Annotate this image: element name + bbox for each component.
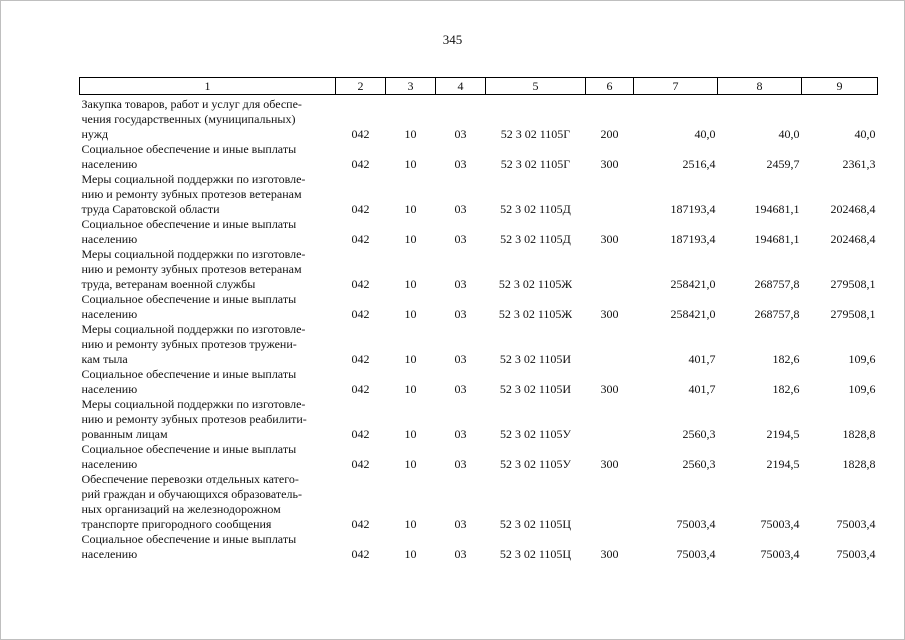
- row-description-line: транспорте пригородного сообщения: [81, 517, 272, 531]
- target-article-cell: 52 3 02 1105Г: [500, 127, 571, 141]
- row-description: [80, 532, 336, 562]
- amount-year-3-cell: 279508,1: [830, 277, 876, 291]
- row-description: [80, 247, 336, 292]
- subsection-code-cell: 03: [454, 157, 467, 171]
- table-row: [80, 172, 878, 217]
- amount-year-1-cell: 258421,0: [670, 277, 716, 291]
- subsection-code-cell: 03: [454, 277, 467, 291]
- subsection-code-cell: 03: [454, 457, 467, 471]
- row-description: [80, 292, 336, 322]
- page-number: 345: [442, 32, 463, 47]
- amount-year-1-cell: 258421,0: [670, 307, 716, 321]
- target-article-cell: 52 3 02 1105Д: [500, 232, 571, 246]
- amount-year-3-cell: 109,6: [848, 382, 876, 396]
- section-code-cell: 10: [404, 157, 417, 171]
- row-description-line: Социальное обеспечение и иные выплаты: [81, 217, 297, 231]
- row-description: [80, 397, 336, 442]
- row-description: [80, 322, 336, 367]
- expense-type-cell: 200: [600, 127, 619, 141]
- expense-type-cell: 300: [600, 157, 619, 171]
- section-code-cell: 10: [404, 277, 417, 291]
- column-header-4: 4: [436, 78, 486, 95]
- target-article-cell: 52 3 02 1105Ц: [499, 517, 572, 531]
- section-code-cell: 10: [404, 232, 417, 246]
- amount-year-3-cell: 202468,4: [830, 202, 876, 216]
- target-article-cell: 52 3 02 1105И: [499, 382, 572, 396]
- expense-type-cell: 300: [600, 457, 619, 471]
- expense-type-cell: [586, 322, 634, 367]
- expense-type-cell: [586, 397, 634, 442]
- row-description-line: Меры социальной поддержки по изготовле-: [81, 172, 306, 186]
- amount-year-3-cell: 1828,8: [842, 457, 876, 471]
- expense-type-cell: 300: [600, 547, 619, 561]
- ministry-code-cell: 042: [351, 202, 370, 216]
- row-description-line: чения государственных (муниципальных): [81, 112, 296, 126]
- amount-year-3-cell: 109,6: [848, 352, 876, 366]
- subsection-code-cell: 03: [454, 427, 467, 441]
- table-body: [80, 95, 878, 563]
- ministry-code-cell: 042: [351, 127, 370, 141]
- amount-year-2-cell: 2194,5: [766, 427, 800, 441]
- ministry-code-cell: 042: [351, 232, 370, 246]
- subsection-code-cell: 03: [454, 517, 467, 531]
- column-header-1: 1: [80, 78, 336, 95]
- expense-type-cell: [586, 172, 634, 217]
- row-description-line: Меры социальной поддержки по изготовле-: [81, 247, 306, 261]
- target-article-cell: 52 3 02 1105И: [499, 352, 572, 366]
- amount-year-2-cell: 194681,1: [754, 202, 800, 216]
- amount-year-2-cell: 2459,7: [766, 157, 800, 171]
- row-description-line: Закупка товаров, работ и услуг для обеспе-: [81, 97, 302, 111]
- column-header-9: 9: [802, 78, 878, 95]
- target-article-cell: 52 3 02 1105Ж: [498, 277, 573, 291]
- row-description-line: населению: [81, 457, 138, 471]
- row-description: [80, 472, 336, 532]
- subsection-code-cell: 03: [454, 352, 467, 366]
- subsection-code-cell: 03: [454, 202, 467, 216]
- expense-type-cell: [586, 472, 634, 532]
- subsection-code-cell: 03: [454, 382, 467, 396]
- table-row: [80, 472, 878, 532]
- table-row: [80, 322, 878, 367]
- ministry-code-cell: 042: [351, 427, 370, 441]
- row-description-line: труда, ветеранам военной службы: [81, 277, 256, 291]
- section-code-cell: 10: [404, 547, 417, 561]
- amount-year-2-cell: 40,0: [778, 127, 800, 141]
- subsection-code-cell: 03: [454, 232, 467, 246]
- target-article-cell: 52 3 02 1105Д: [500, 202, 571, 216]
- column-header-5: 5: [486, 78, 586, 95]
- row-description-line: рий граждан и обучающихся образователь-: [81, 487, 302, 501]
- amount-year-3-cell: 75003,4: [836, 517, 876, 531]
- table-row: [80, 532, 878, 562]
- row-description-line: Меры социальной поддержки по изготовле-: [81, 397, 306, 411]
- column-header-6: 6: [586, 78, 634, 95]
- header-row: [80, 78, 878, 95]
- expense-type-cell: 300: [600, 307, 619, 321]
- amount-year-3-cell: 75003,4: [836, 547, 876, 561]
- amount-year-3-cell: 279508,1: [830, 307, 876, 321]
- amount-year-3-cell: 40,0: [854, 127, 876, 141]
- amount-year-2-cell: 268757,8: [754, 277, 800, 291]
- row-description-line: населению: [81, 232, 138, 246]
- expense-type-cell: 300: [600, 232, 619, 246]
- amount-year-2-cell: 194681,1: [754, 232, 800, 246]
- target-article-cell: 52 3 02 1105Г: [500, 157, 571, 171]
- row-description-line: нужд: [81, 127, 109, 141]
- section-code-cell: 10: [404, 352, 417, 366]
- row-description-line: нию и ремонту зубных протезов тружени-: [81, 337, 297, 351]
- ministry-code-cell: 042: [351, 277, 370, 291]
- row-description-line: ных организаций на железнодорожном: [81, 502, 281, 516]
- section-code-cell: 10: [404, 307, 417, 321]
- target-article-cell: 52 3 02 1105У: [499, 427, 572, 441]
- amount-year-1-cell: 401,7: [688, 352, 716, 366]
- row-description: [80, 367, 336, 397]
- row-description-line: Меры социальной поддержки по изготовле-: [81, 322, 306, 336]
- target-article-cell: 52 3 02 1105Ж: [498, 307, 573, 321]
- column-header-7: 7: [634, 78, 718, 95]
- section-code-cell: 10: [404, 427, 417, 441]
- row-description-line: Социальное обеспечение и иные выплаты: [81, 442, 297, 456]
- amount-year-2-cell: 268757,8: [754, 307, 800, 321]
- row-description-line: рованным лицам: [81, 427, 168, 441]
- budget-table: [79, 77, 878, 562]
- amount-year-1-cell: 2560,3: [682, 427, 716, 441]
- ministry-code-cell: 042: [351, 307, 370, 321]
- table-row: [80, 217, 878, 247]
- row-description-line: населению: [81, 547, 138, 561]
- row-description-line: нию и ремонту зубных протезов ветеранам: [81, 187, 302, 201]
- row-description-line: Социальное обеспечение и иные выплаты: [81, 367, 297, 381]
- column-header-8: 8: [718, 78, 802, 95]
- amount-year-1-cell: 2516,4: [682, 157, 716, 171]
- amount-year-2-cell: 75003,4: [760, 547, 800, 561]
- section-code-cell: 10: [404, 202, 417, 216]
- row-description: [80, 442, 336, 472]
- amount-year-2-cell: 2194,5: [766, 457, 800, 471]
- column-header-2: 2: [336, 78, 386, 95]
- row-description-line: нию и ремонту зубных протезов ветеранам: [81, 262, 302, 276]
- amount-year-2-cell: 182,6: [772, 382, 800, 396]
- amount-year-1-cell: 2560,3: [682, 457, 716, 471]
- subsection-code-cell: 03: [454, 547, 467, 561]
- row-description: [80, 142, 336, 172]
- ministry-code-cell: 042: [351, 547, 370, 561]
- section-code-cell: 10: [404, 127, 417, 141]
- row-description: [80, 97, 336, 142]
- amount-year-1-cell: 187193,4: [670, 202, 716, 216]
- row-description-line: населению: [81, 382, 138, 396]
- row-description-line: Социальное обеспечение и иные выплаты: [81, 292, 297, 306]
- row-description-line: населению: [81, 157, 138, 171]
- table-row: [80, 367, 878, 397]
- subsection-code-cell: 03: [454, 127, 467, 141]
- row-description-line: труда Саратовской области: [81, 202, 220, 216]
- table-row: [80, 142, 878, 172]
- row-description-line: населению: [81, 307, 138, 321]
- amount-year-1-cell: 75003,4: [676, 547, 716, 561]
- ministry-code-cell: 042: [351, 382, 370, 396]
- table-row: [80, 397, 878, 442]
- amount-year-1-cell: 40,0: [694, 127, 716, 141]
- row-description-line: Обеспечение перевозки отдельных катего-: [81, 472, 299, 486]
- section-code-cell: 10: [404, 457, 417, 471]
- table-row: [80, 442, 878, 472]
- table-row: [80, 292, 878, 322]
- amount-year-3-cell: 1828,8: [842, 427, 876, 441]
- row-description: [80, 217, 336, 247]
- column-header-3: 3: [386, 78, 436, 95]
- subsection-code-cell: 03: [454, 307, 467, 321]
- amount-year-2-cell: 182,6: [772, 352, 800, 366]
- amount-year-3-cell: 2361,3: [842, 157, 876, 171]
- expense-type-cell: 300: [600, 382, 619, 396]
- table-row: [80, 247, 878, 292]
- row-description-line: кам тыла: [81, 352, 128, 366]
- ministry-code-cell: 042: [351, 517, 370, 531]
- table-row: [80, 97, 878, 142]
- ministry-code-cell: 042: [351, 352, 370, 366]
- amount-year-1-cell: 187193,4: [670, 232, 716, 246]
- section-code-cell: 10: [404, 517, 417, 531]
- row-description-line: нию и ремонту зубных протезов реабилити-: [81, 412, 307, 426]
- ministry-code-cell: 042: [351, 457, 370, 471]
- amount-year-1-cell: 75003,4: [676, 517, 716, 531]
- row-description: [80, 172, 336, 217]
- target-article-cell: 52 3 02 1105Ц: [499, 547, 572, 561]
- target-article-cell: 52 3 02 1105У: [499, 457, 572, 471]
- amount-year-1-cell: 401,7: [688, 382, 716, 396]
- section-code-cell: 10: [404, 382, 417, 396]
- row-description-line: Социальное обеспечение и иные выплаты: [81, 532, 297, 546]
- amount-year-2-cell: 75003,4: [760, 517, 800, 531]
- expense-type-cell: [586, 247, 634, 292]
- ministry-code-cell: 042: [351, 157, 370, 171]
- row-description-line: Социальное обеспечение и иные выплаты: [81, 142, 297, 156]
- amount-year-3-cell: 202468,4: [830, 232, 876, 246]
